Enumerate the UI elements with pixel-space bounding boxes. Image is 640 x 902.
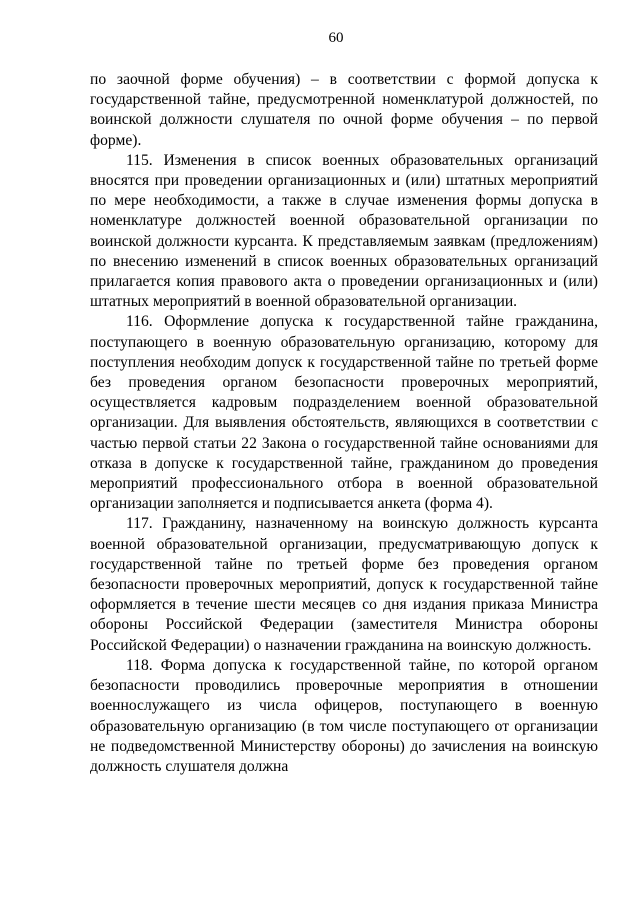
page-number: 60 — [328, 30, 344, 46]
paragraph-continued: по заочной форме обучения) – в соответствии с формой допуска к государственной тайне, предусмотренной номенклатурой должностей, по воинской должности слушателя по очной форме обучения – по первой форме). — [90, 71, 598, 149]
paragraph-116: 116. Оформление допуска к государственной тайне гражданина, поступающего в военную образовательную организацию, которому для поступления необходим допуск к государственной тайне по третьей форме без проведения органом безопасности проверочных мероприятий, осуществляется кадровым подразделением военной образовательной организации. Для выявления обстоятельств, являющихся в соответствии с частью первой статьи 22 Закона о государственной тайне основаниями для отказа в допуске к государственной тайне, гражданином до проведения мероприятий профессионального отбора в военной образовательной организации заполняется и подписывается анкета (форма 4). — [90, 313, 598, 513]
paragraph-117: 117. Гражданину, назначенному на воинскую должность курсанта военной образовательной организации, предусматривающую допуск к государственной тайне по третьей форме без проведения органом безопасности проверочных мероприятий, допуск к государственной тайне оформляется в течение шести месяцев со дня издания приказа Министра обороны Российской Федерации (заместителя Министра обороны Российской Федерации) о назначении гражданина на воинскую должность. — [90, 515, 598, 654]
document-page — [90, 28, 598, 777]
paragraph-118: 118. Форма допуска к государственной тайне, по которой органом безопасности проводились проверочные мероприятия в отношении военнослужащего из числа офицеров, поступающего в военную образовательную организацию (в том числе поступающего от организации не подведомственной Министерству обороны) до зачисления на воинскую должность слушателя должна — [90, 656, 598, 775]
paragraph-115: 115. Изменения в список военных образовательных организаций вносятся при проведении организационных и (или) штатных мероприятий по мере необходимости, а также в случае изменения формы допуска в номенклатуре должностей военной образовательной организации по воинской должности курсанта. К представляемым заявкам (предложениям) по внесению изменений в список военных образовательных организаций прилагается копия правового акта о проведении организационных и (или) штатных мероприятий в военной образовательной организации. — [90, 151, 598, 311]
